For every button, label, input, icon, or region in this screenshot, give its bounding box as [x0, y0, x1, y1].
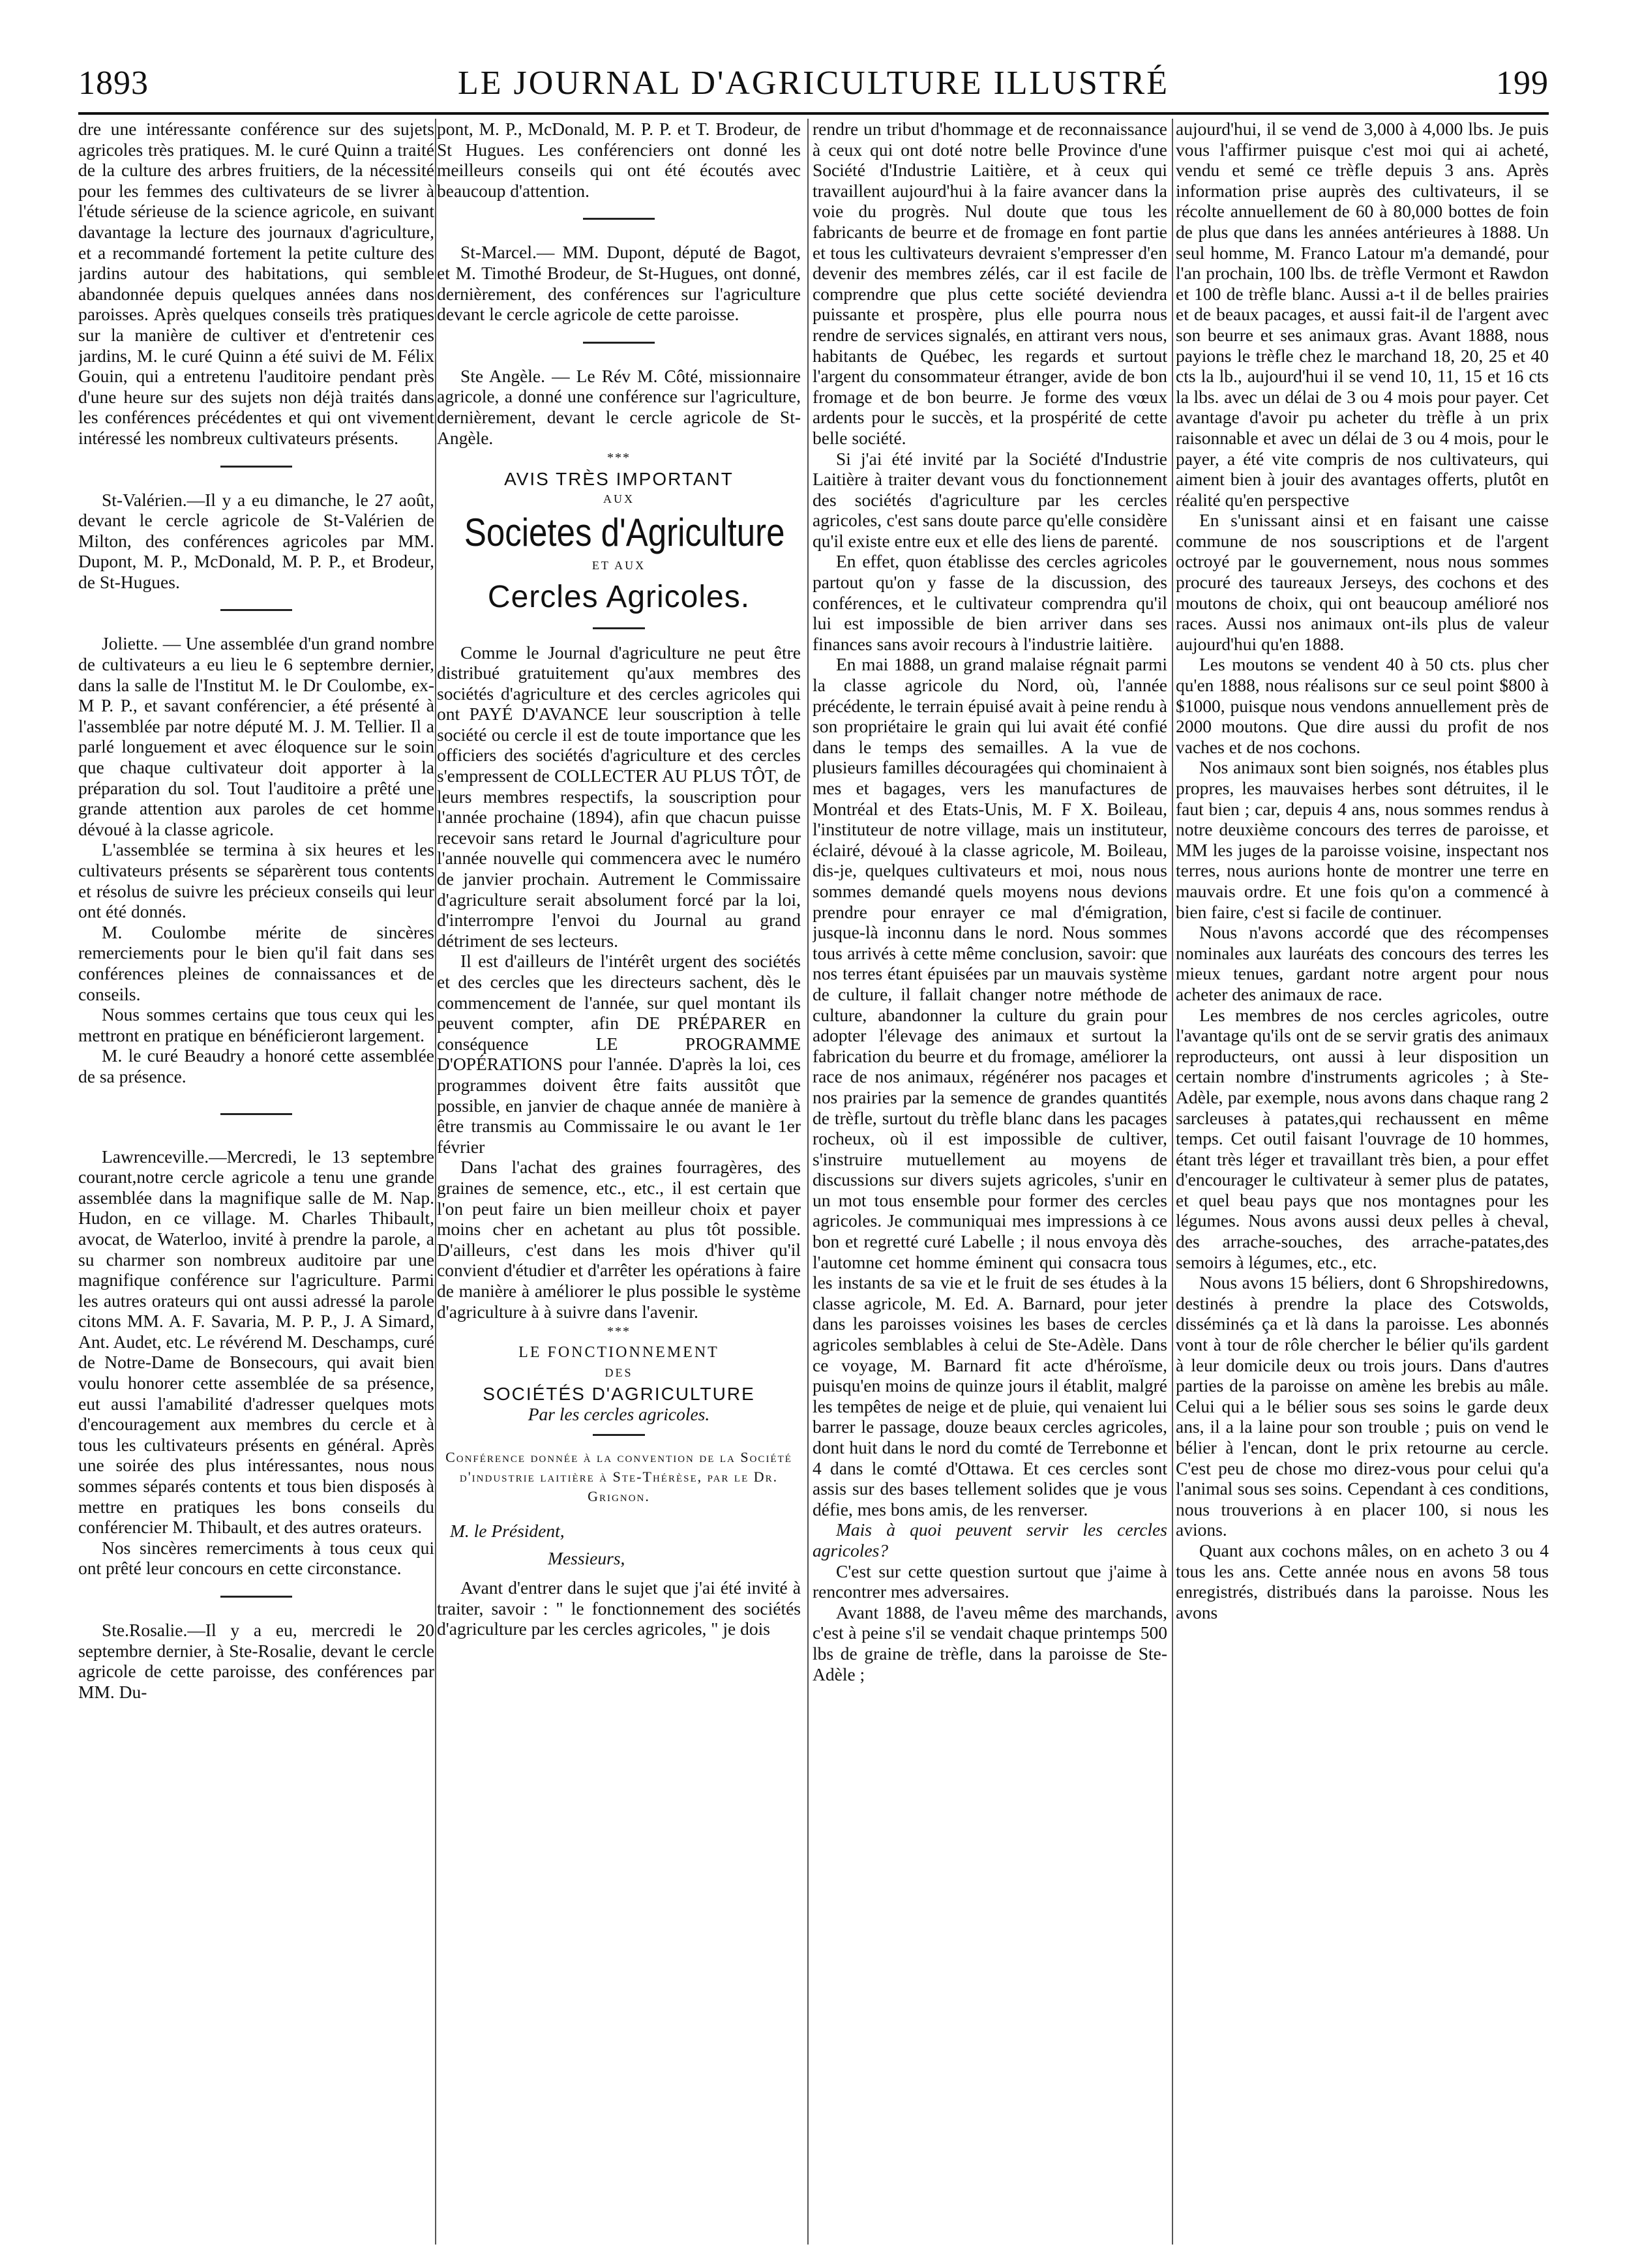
paragraph: Si j'ai été invité par la Société d'Industrie Laitière à traiter devant vous du fonctionnement des sociétés d'agriculture par les cercles agricoles, c'est sans doute parce qu'elle considère qu'il existe entre eux et elle des liens de parenté. [813, 448, 1167, 551]
paragraph: M. le curé Beaudry a honoré cette assemblée de sa présence. [78, 1045, 434, 1086]
separator [220, 1113, 292, 1115]
paragraph-ste-angele: Ste Angèle. — Le Rév M. Côté, missionnaire agricole, a donné une conférence sur l'agriculture, dernièrement, devant le cercle agricole de St-Angèle. [437, 365, 801, 448]
paragraph: Il est d'ailleurs de l'intérêt urgent des sociétés et des cercles que les directeurs sachent, dès le commencement de l'année, sur quel montant ils peuvent compter, afin DE PRÉPARER en conséquence LE PROGRAMME D'OPÉRATIONS pour l'année. D'après la loi, ces programmes doivent être faits aussitôt que possible, en janvier de chaque année de manière à être transmis au Commissaire le ou avant le 1er février [437, 951, 801, 1157]
notice-aux: AUX [603, 492, 634, 506]
paragraph: Les membres de nos cercles agricoles, outre l'avantage qu'ils ont de se servir gratis des animaux reproducteurs, ont aussi à leur disposition un certain nombre d'instruments agricoles ; à Ste-Adèle, par exemple, nous avons dans chaque rang 2 sarcleuses à patates,qui rechaussent en même temps. Cet outil faisant l'ouvrage de 10 hommes, étant très léger et travaillant très bien, a pour effet d'encourager le cultivateur à semer plus de patates, et quel beau pays que nos montagnes pour les légumes. Nous avons aussi deux pelles à cheval, des arrache-souches, des arrache-patates,des semoirs à légumes, etc., etc. [1176, 1004, 1549, 1272]
separator [220, 609, 292, 611]
paragraph: Nous n'avons accordé que des récompenses nominales aux lauréats des concours des terres les mieux tenues, gardant notre argent pour nous acheter des animaux de race. [1176, 922, 1549, 1004]
page-number: 199 [1496, 65, 1549, 102]
paragraph-st-valerien: St-Valérien.—Il y a eu dimanche, le 27 août, devant le cercle agricole de St-Valérien de Milton, des conférences agricoles par MM. Dupont, M. P., McDonald, M. P. P., et Brodeur, de St-Hugues. [78, 489, 434, 592]
page-year: 1893 [78, 65, 149, 102]
paragraph: Nous avons 15 béliers, dont 6 Shropshiredowns, destinés à prendre la place des Cotswolds, disséminés ça et là dans la paroisse. Les abonnés vont à tour de rôle chercher le bélier qu'ils gardent à leur domicile deux ou trois jours. Dans d'autres parties de la paroisse on amène les brebis au mâle. Celui qui a le bélier sous ses soins le garde deux ans, il a la laine pour son trouble ; puis on vend le bélier à l'encan, dont le prix retourne au cercle. C'est peu de chose mo direz-vous pour celui qu'a l'animal sous ses soins. Cependant à ces conditions, nous trouverions à en placer 100, si nous les avions. [1176, 1272, 1549, 1540]
paragraph: Avant d'entrer dans le sujet que j'ai été invité à traiter, savoir : " le fonctionnement des sociétés d'agriculture par les cercles agricoles, " je dois [437, 1577, 801, 1639]
column-3 [813, 119, 1167, 2238]
column-2 [437, 119, 801, 2238]
column-divider [1172, 119, 1173, 2245]
header-rule [78, 112, 1549, 115]
paragraph: En s'unissant ainsi et en faisant une caisse commune de nos souscriptions et de l'argent octroyé par le gouvernement, nous nous sommes procuré des taureaux Jerseys, des cochons et des moutons de choix, qui ont beaucoup amélioré nos races. Aussi nos animaux ont-ils plus de valeur aujourd'hui qu'en 1888. [1176, 510, 1549, 654]
separator [220, 466, 292, 468]
paragraph: rendre un tribut d'hommage et de reconnaissance à ceux qui ont doté notre belle Province d'une Société d'Industrie Laitière, et à ceux qui travaillent aujourd'hui à la faire avancer dans la voie du progrès. Nul doute que tous les fabricants de beurre et de fromage en font partie et tous les cultivateurs devraient s'empresser d'en devenir des membres zélés, car il est facile de comprendre que plus cette société deviendra puissante et prospère, plus elle pourra nous rendre de services signalés, en attirant vers nous, habitants de Québec, les regards et surtout l'argent du consommateur étranger, avide de bon fromage et de bon beurre. Je forme des vœux ardents pour le succès, et la prospérité de cette belle société. [813, 119, 1167, 448]
paragraph: M. Coulombe mérite de sincères remerciements pour le bien qu'il fait dans ses conférences pleines de connaissances et de conseils. [78, 921, 434, 1004]
article-heading: LE FONCTIONNEMENT [518, 1343, 719, 1361]
page-header [78, 64, 1549, 104]
article-byline: Conférence donnée à la convention de la Société d'industrie laitière à Ste-Thérèse, par le Dr. Grignon. [445, 1449, 792, 1505]
notice-cercles-title: Cercles Agricoles. [487, 579, 751, 614]
paragraph-st-marcel: St-Marcel.— MM. Dupont, député de Bagot, et M. Timothé Brodeur, de St-Hugues, ont donné, dernièrement, des conférences sur l'agriculture devant le cercle agricole de cette paroisse. [437, 242, 801, 325]
notice-societes-title: Societes d'Agriculture [464, 510, 785, 554]
ornament-stars: *** [607, 1324, 631, 1339]
paragraph: aujourd'hui, il se vend de 3,000 à 4,000 lbs. Je puis vous l'affirmer puisque c'est moi qui ai acheté, vendu et semé ce trèfle depuis 3 ans. Après information prise auprès des cultivateurs, il se récolte annuellement de 60 à 80,000 bottes de foin de plus que dans les années antérieures à 1888. Un seul homme, M. Franco Latour m'a demandé, pour l'an prochain, 100 lbs. de trèfle Vermont et Rawdon et 100 de trèfle blanc. Aussi a-t il de belles prairies et de beaux pacages, et aussi fait-il de l'argent avec son beurre et ses animaux gras. Avant 1888, nous payions le trèfle chez le marchand 18, 20, 25 et 40 cts la lb., aujourd'hui il se vend 10, 11, 15 et 16 cts la lbs. avec un délai de 3 ou 4 mois pour payer. Cet avantage d'avoir pu acheter du trèfle à un prix raisonnable et avec un délai de 3 ou 4 mois, pour le payer, a été vite compris de nos cultivateurs, qui aiment bien à jouir des avantages offerts, plutôt en réalité qu'en perspective [1176, 119, 1549, 510]
paragraph: Nos sincères remerciments à tous ceux qui ont prêté leur concours en cette circonstance. [78, 1537, 434, 1579]
separator [583, 342, 655, 344]
paragraph: Comme le Journal d'agriculture ne peut être distribué gratuitement qu'aux membres des sociétés d'agriculture et des cercles agricoles qui ont PAYÉ D'AVANCE leur souscription à telle société ou cercle il est de toute importance que les officiers des sociétés d'agriculture et des cercles s'empressent de COLLECTER AU PLUS TÔT, de leurs membres respectifs, la souscription pour l'année prochaine (1894), afin que chacun puisse recevoir sans retard le Journal d'agriculture pour l'année nouvelle qui commencera avec le numéro de janvier prochain. Autrement le Commissaire d'agriculture serait absolument forcé par la loi, d'interrompre l'envoi du Journal au grand détriment de ses lecteurs. [437, 642, 801, 951]
column-divider [435, 119, 436, 2245]
paragraph: Les moutons se vendent 40 à 50 cts. plus cher qu'en 1888, nous réalisons sur ce seul point $800 à $1000, puisque nous vendons annuellement près de 2000 moutons. Que dire aussi du profit de nos vaches et de nos cochons. [1176, 654, 1549, 757]
paragraph-ste-rosalie: Ste.Rosalie.—Il y a eu, mercredi le 20 septembre dernier, à Ste-Rosalie, devant le cercle agricole de cette paroisse, des conférences par MM. Du- [78, 1620, 434, 1702]
salutation: Messieurs, [548, 1547, 625, 1568]
article-title: SOCIÉTÉS D'AGRICULTURE [483, 1383, 755, 1404]
paragraph: En effet, quon établisse des cercles agricoles partout qu'on y fasse de la discussion, des conférences, et le cultivateur comprendra qu'il lui est impossible de bien arriver dans ses finances sans avoir recours à l'industrie laitière. [813, 551, 1167, 654]
column-divider [807, 119, 809, 2245]
separator [593, 1434, 645, 1436]
paragraph: dre une intéressante conférence sur des sujets agricoles très pratiques. M. le curé Quinn a traité de la culture des arbres fruitiers, de la nécessité pour les femmes des cultivateurs de se livrer à l'étude sérieuse de la science agricole, en suivant davantage la lecture des journaux d'agriculture, et a recommandé fortement la petite culture des jardins autour des habitations, qui semble abandonnée depuis quelques années dans nos paroisses. Après quelques conseils très pratiques sur la manière de cultiver et d'entretenir ces jardins, M. le curé Quinn a été suivi de M. Félix Gouin, qui a entretenu l'auditoire pendant près d'une heure sur des sujets non déjà traités dans les conférences précédentes et qui ont vivement intéressé les nombreux cultivateurs présents. [78, 119, 434, 448]
article-des: DES [605, 1366, 633, 1380]
column-4 [1176, 119, 1549, 2238]
column-1 [78, 119, 434, 2238]
paragraph: C'est sur cette question surtout que j'aime à rencontrer mes adversaires. [813, 1560, 1167, 1602]
notice-et-aux: ET AUX [591, 558, 646, 572]
paragraph: En mai 1888, un grand malaise régnait parmi la classe agricole du Nord, où, l'année précédente, le terrain épuisé avait à peine rendu à son propriétaire le grain qui lui avait été confié dans le temps des semailles. A la vue de plusieurs familles découragées qui chominaient à mes et bagages, vers les manufactures de Montréal et des Etats-Unis, M. F X. Boileau, l'instituteur de notre village, mais un instituteur, éclairé, dévoué à la classe agricole, M. Boileau, dis-je, quelques cultivateurs et moi, nous nous sommes demandé quels moyens nous devions prendre pour enrayer ce mal d'émigration, jusque-là inconnu dans le nord. Nous sommes tous arrivés à cette même conclusion, savoir: que nos terres étant épuisées par un mauvais système de culture, il fallait changer notre méthode de culture, abandonner la culture du grain pour adopter l'élevage des animaux et surtout la fabrication du beurre et du fromage, améliorer la race de nos animaux, régénérer nos pacages et nos prairies par la semence de grandes quantités de trèfle, surtout du trèfle blanc dans les pacages rocheux, où il est impossible de cultiver, s'instruire mutuellement au moyens de discussions sur divers sujets agricoles, s'unir en un mot tous ensemble pour former des cercles agricoles. Je communiquai mes impressions à ce bon et regretté curé Labelle ; il nous envoya dès l'automne cet homme éminent qui consacra tous les instants de sa vie et le fruit de ses études à la classe agricole, M. Ed. A. Barnard, pour jeter dans les paroisses voisines les bases de cercles agricoles semblables à celui de Ste-Adèle. Dans ce voyage, M. Barnard fit acte d'héroïsme, puisqu'en moins de quinze jours il établit, malgré les tempêtes de neige et de pluie, qui venaient lui barrer le passage, douze beaux cercles agricoles, dont huit dans le nord du comté de Terrebonne et 4 dans le comté d'Ottawa. Et ces cercles sont assis sur des bases tellement solides que je vous défie, mes bons amis, de les renverser. [813, 654, 1167, 1519]
article-subtitle: Par les cercles agricoles. [528, 1404, 710, 1425]
journal-title: LE JOURNAL D'AGRICULTURE ILLUSTRÉ [457, 65, 1170, 102]
paragraph: L'assemblée se termina à six heures et les cultivateurs présents se séparèrent tous contents et résolus de suivre les précieux conseils qui leur ont été donnés. [78, 839, 434, 922]
paragraph-joliette: Joliette. — Une assemblée d'un grand nombre de cultivateurs a eu lieu le 6 septembre dernier, dans la salle de l'Institut M. le Dr Coulombe, ex-M P. P., et savant conférencier, a été présenté à l'assemblée par notre député M. J. M. Tellier. Il a parlé longuement et avec éloquence sur le soin que chaque cultivateur doit apporter à la préparation du sol. Tout l'auditoire a prêté une grande attention aux paroles de cet homme dévoué à la classe agricole. [78, 633, 434, 839]
paragraph: Nos animaux sont bien soignés, nos étables plus propres, les mauvaises herbes sont détruites, il le faut bien ; car, depuis 4 ans, nous sommes rendus à notre deuxième concours des terres de paroisse, et MM les juges de la paroisse voisine, inspectant nos terres, nous aurions honte de montrer une terre en mauvais ordre. Et une fois qu'on a commencé à bien faire, c'est si facile de continuer. [1176, 757, 1549, 922]
paragraph: pont, M. P., McDonald, M. P. P. et T. Brodeur, de St Hugues. Les conférenciers ont donné les meilleurs conseils qui ont été écoutés avec beaucoup d'attention. [437, 119, 801, 201]
separator [220, 1596, 292, 1598]
question: Mais à quoi peuvent servir les cercles agricoles? [813, 1519, 1167, 1560]
ornament-stars: *** [607, 451, 631, 466]
salutation: M. le Président, [450, 1521, 565, 1542]
separator [593, 627, 645, 629]
paragraph: Nous sommes certains que tous ceux qui les mettront en pratique en bénéficieront largement. [78, 1004, 434, 1045]
paragraph: Quant aux cochons mâles, on en acheto 3 ou 4 tous les ans. Cette année nous en avons 58 tous enregistrés, distribués dans la paroisse. Nous les avons [1176, 1540, 1549, 1622]
paragraph-lawrenceville: Lawrenceville.—Mercredi, le 13 septembre courant,notre cercle agricole a tenu une grande assemblée dans la magnifique salle de M. Nap. Hudon, en ce village. M. Charles Thibault, avocat, de Waterloo, invité à prendre la parole, a su charmer son nombreux auditoire par une magnifique conférence sur l'agriculture. Parmi les autres orateurs qui ont aussi adressé la parole citons MM. A. F. Savaria, M. P. P., J. A Simard, Ant. Audet, etc. Le révérend M. Deschamps, curé de Notre-Dame de Bonsecours, qui avait bien voulu honorer cette assemblée de sa présence, eut aussi l'amabilité d'adresser quelques mots d'encouragement aux membres du cercle et à tous les cultivateurs présents en général. Après une soirée des plus intéressantes, nous nous sommes séparés contents et tous bien disposés à mettre en pratiques les bons conseils du conférencier M. Thibault, et des autres orateurs. [78, 1146, 434, 1538]
separator [583, 218, 655, 220]
paragraph: Avant 1888, de l'aveu même des marchands, c'est à peine s'il se vendait chaque printemps 500 lbs de graine de trèfle, dans la paroisse de Ste-Adèle ; [813, 1602, 1167, 1684]
notice-heading: AVIS TRÈS IMPORTANT [504, 468, 734, 489]
paragraph: Dans l'achat des graines fourragères, des graines de semence, etc., etc., il est certain que l'on peut faire un bien meilleur choix et payer moins cher en achetant au plus tôt possible. D'ailleurs, c'est dans les mois d'hiver qu'il convient d'étudier et d'arrêter les opérations à faire de manière à améliorer le plus possible le système d'agriculture à à suivre dans l'avenir. [437, 1157, 801, 1322]
